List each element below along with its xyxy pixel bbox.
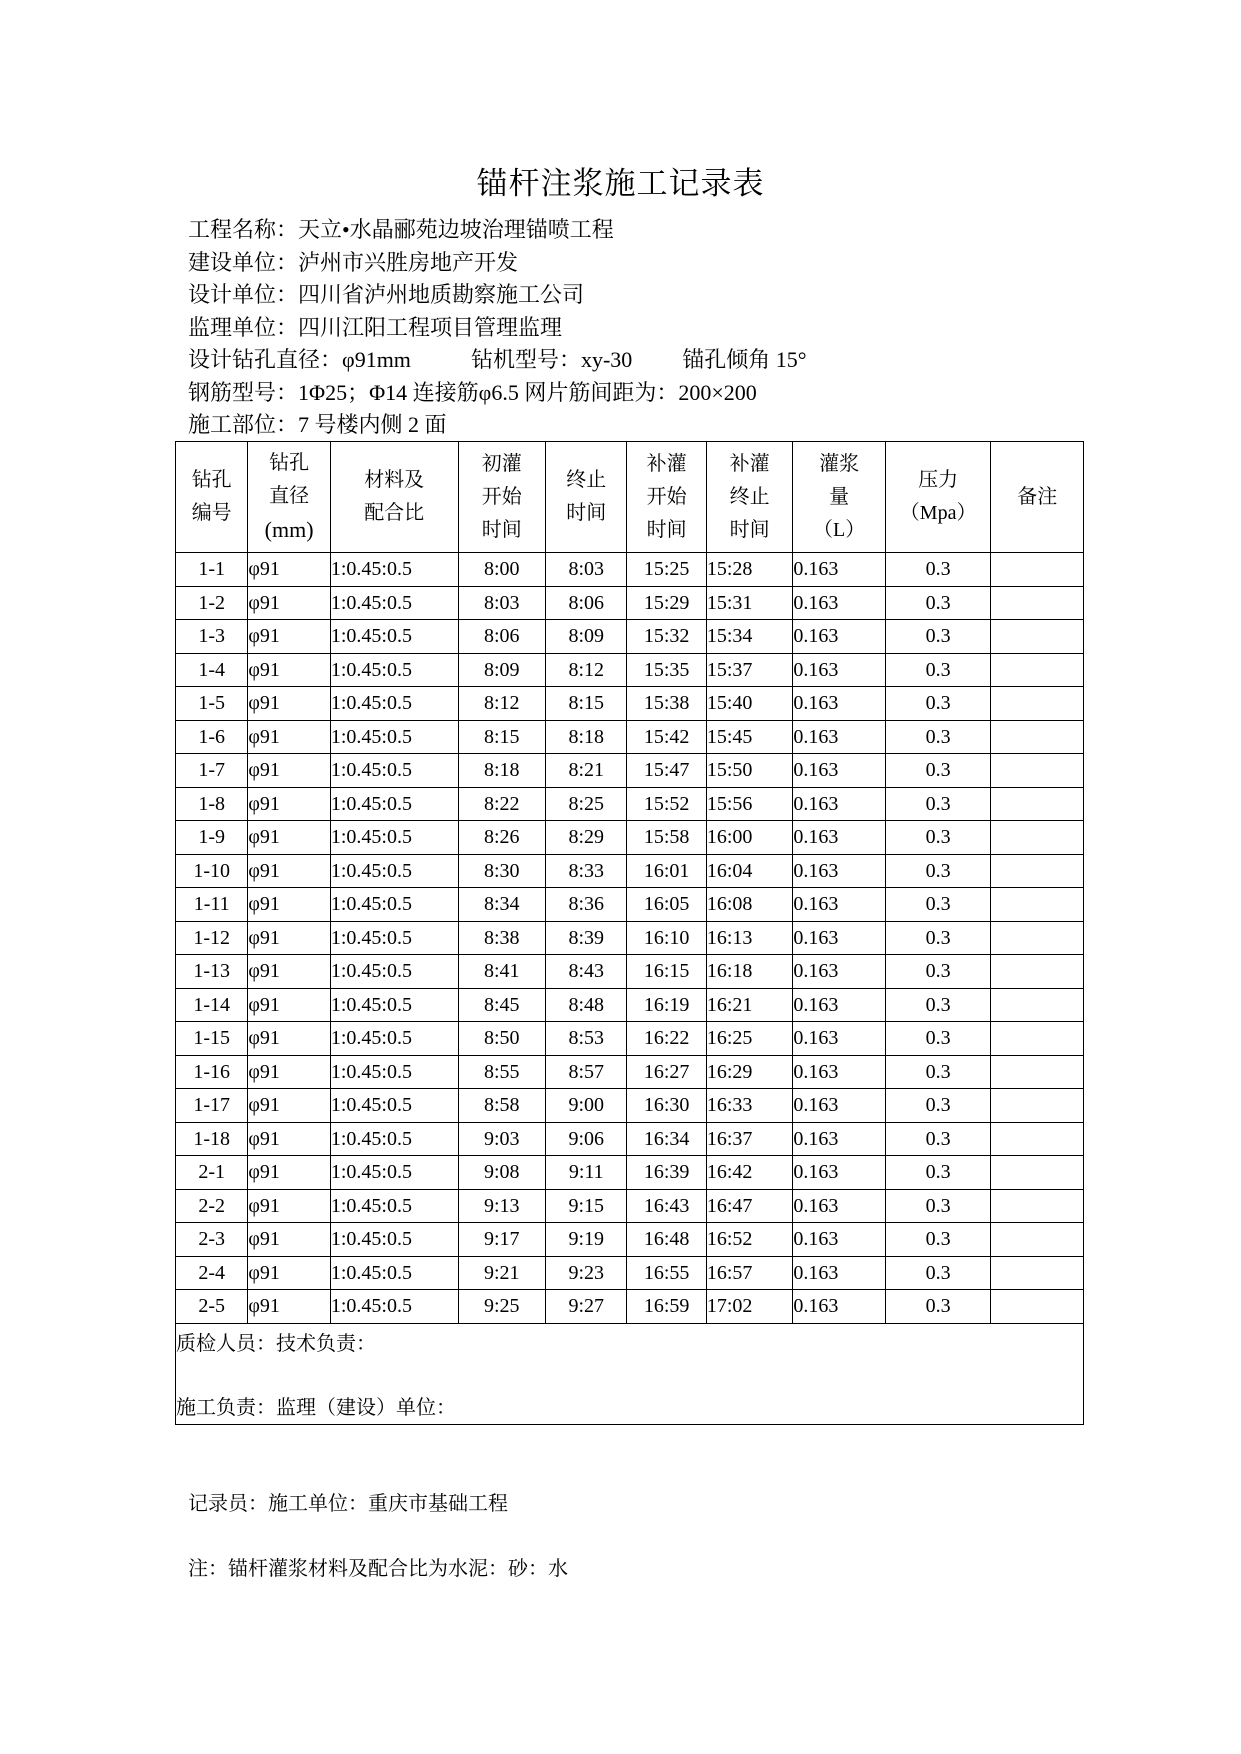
- table-body: [176, 553, 1084, 1324]
- table-row: [176, 1256, 1084, 1290]
- cell-initial-start: 9:03: [458, 1122, 545, 1156]
- cell-refill-start: 15:42: [627, 720, 706, 754]
- cell-refill-start: 15:29: [627, 586, 706, 620]
- cell-diameter: φ91: [248, 1189, 330, 1223]
- cell-pressure: 0.3: [885, 653, 991, 687]
- cell-pressure: 0.3: [885, 586, 991, 620]
- cell-remark: [991, 921, 1084, 955]
- cell-diameter: φ91: [248, 720, 330, 754]
- table-row: [176, 821, 1084, 855]
- cell-volume: 0.163: [793, 1290, 886, 1324]
- cell-pressure: 0.3: [885, 720, 991, 754]
- cell-diameter: φ91: [248, 955, 330, 989]
- cell-pressure: 0.3: [885, 1223, 991, 1257]
- cell-refill-start: 16:27: [627, 1055, 706, 1089]
- cell-diameter: φ91: [248, 921, 330, 955]
- cell-volume: 0.163: [793, 653, 886, 687]
- cell-refill-end: 15:37: [706, 653, 792, 687]
- cell-diameter: φ91: [248, 854, 330, 888]
- cell-remark: [991, 988, 1084, 1022]
- cell-refill-end: 15:45: [706, 720, 792, 754]
- table-row: [176, 988, 1084, 1022]
- cell-volume: 0.163: [793, 921, 886, 955]
- signature-line-1: 质检人员：技术负责：: [176, 1332, 376, 1355]
- table-row: [176, 854, 1084, 888]
- cell-end-time: 8:18: [546, 720, 627, 754]
- cell-refill-end: 16:37: [706, 1122, 792, 1156]
- cell-end-time: 8:06: [546, 586, 627, 620]
- cell-end-time: 9:00: [546, 1089, 627, 1123]
- cell-refill-end: 16:29: [706, 1055, 792, 1089]
- cell-hole-id: 2-4: [176, 1256, 248, 1290]
- cell-initial-start: 9:25: [458, 1290, 545, 1324]
- cell-diameter: φ91: [248, 1290, 330, 1324]
- cell-diameter: φ91: [248, 821, 330, 855]
- cell-diameter: φ91: [248, 1089, 330, 1123]
- cell-refill-end: 15:28: [706, 553, 792, 587]
- cell-material: 1:0.45:0.5: [330, 1089, 458, 1123]
- cell-hole-id: 1-14: [176, 988, 248, 1022]
- cell-volume: 0.163: [793, 1022, 886, 1056]
- cell-hole-id: 1-9: [176, 821, 248, 855]
- cell-remark: [991, 553, 1084, 587]
- cell-refill-start: 16:15: [627, 955, 706, 989]
- header-material: 材料及 配合比: [330, 442, 458, 553]
- cell-hole-id: 1-6: [176, 720, 248, 754]
- cell-material: 1:0.45:0.5: [330, 1223, 458, 1257]
- cell-end-time: 9:23: [546, 1256, 627, 1290]
- cell-initial-start: 8:18: [458, 754, 545, 788]
- cell-hole-id: 1-1: [176, 553, 248, 587]
- cell-refill-end: 15:40: [706, 687, 792, 721]
- cell-volume: 0.163: [793, 1089, 886, 1123]
- supervision-unit: 监理单位：四川江阳工程项目管理监理: [188, 314, 563, 340]
- cell-volume: 0.163: [793, 1156, 886, 1190]
- cell-initial-start: 8:55: [458, 1055, 545, 1089]
- cell-material: 1:0.45:0.5: [330, 653, 458, 687]
- cell-volume: 0.163: [793, 720, 886, 754]
- cell-initial-start: 8:09: [458, 653, 545, 687]
- cell-initial-start: 8:26: [458, 821, 545, 855]
- cell-hole-id: 1-4: [176, 653, 248, 687]
- cell-end-time: 8:39: [546, 921, 627, 955]
- cell-refill-end: 16:08: [706, 888, 792, 922]
- drill-diameter: 设计钻孔直径：φ91mm: [188, 347, 411, 372]
- cell-refill-end: 16:57: [706, 1256, 792, 1290]
- cell-end-time: 8:33: [546, 854, 627, 888]
- cell-hole-id: 1-12: [176, 921, 248, 955]
- cell-volume: 0.163: [793, 988, 886, 1022]
- cell-volume: 0.163: [793, 787, 886, 821]
- cell-refill-start: 16:48: [627, 1223, 706, 1257]
- cell-material: 1:0.45:0.5: [330, 586, 458, 620]
- cell-diameter: φ91: [248, 888, 330, 922]
- cell-refill-end: 16:04: [706, 854, 792, 888]
- table-row: [176, 955, 1084, 989]
- cell-remark: [991, 720, 1084, 754]
- cell-refill-end: 16:42: [706, 1156, 792, 1190]
- table-row: [176, 1290, 1084, 1324]
- builder-unit: 建设单位：泸州市兴胜房地产开发: [188, 249, 519, 275]
- cell-refill-start: 16:10: [627, 921, 706, 955]
- cell-diameter: φ91: [248, 553, 330, 587]
- cell-remark: [991, 1189, 1084, 1223]
- cell-hole-id: 2-5: [176, 1290, 248, 1324]
- cell-refill-start: 16:34: [627, 1122, 706, 1156]
- cell-material: 1:0.45:0.5: [330, 620, 458, 654]
- cell-hole-id: 1-7: [176, 754, 248, 788]
- project-info: [188, 214, 807, 442]
- cell-hole-id: 1-18: [176, 1122, 248, 1156]
- cell-remark: [991, 1055, 1084, 1089]
- footer-note: 注：锚杆灌浆材料及配合比为水泥：砂：水: [188, 1558, 568, 1580]
- header-end-time: 终止 时间: [546, 442, 627, 553]
- cell-refill-start: 16:39: [627, 1156, 706, 1190]
- cell-initial-start: 8:34: [458, 888, 545, 922]
- cell-hole-id: 1-17: [176, 1089, 248, 1123]
- cell-material: 1:0.45:0.5: [330, 1022, 458, 1056]
- cell-initial-start: 8:06: [458, 620, 545, 654]
- cell-remark: [991, 586, 1084, 620]
- cell-volume: 0.163: [793, 687, 886, 721]
- cell-refill-start: 16:43: [627, 1189, 706, 1223]
- cell-hole-id: 2-2: [176, 1189, 248, 1223]
- cell-hole-id: 1-3: [176, 620, 248, 654]
- cell-end-time: 9:27: [546, 1290, 627, 1324]
- cell-material: 1:0.45:0.5: [330, 720, 458, 754]
- cell-end-time: 8:57: [546, 1055, 627, 1089]
- cell-material: 1:0.45:0.5: [330, 1189, 458, 1223]
- header-hole-id: 钻孔 编号: [176, 442, 248, 553]
- header-diameter: 钻孔 直径 (mm): [248, 442, 330, 553]
- cell-pressure: 0.3: [885, 988, 991, 1022]
- cell-initial-start: 9:08: [458, 1156, 545, 1190]
- table-row: [176, 687, 1084, 721]
- table-row: [176, 921, 1084, 955]
- cell-remark: [991, 787, 1084, 821]
- cell-refill-end: 15:50: [706, 754, 792, 788]
- cell-volume: 0.163: [793, 821, 886, 855]
- cell-remark: [991, 955, 1084, 989]
- signature-row: [176, 1323, 1084, 1424]
- table-row: [176, 1189, 1084, 1223]
- cell-refill-start: 16:22: [627, 1022, 706, 1056]
- cell-refill-start: 16:55: [627, 1256, 706, 1290]
- cell-pressure: 0.3: [885, 854, 991, 888]
- cell-end-time: 8:36: [546, 888, 627, 922]
- cell-hole-id: 1-2: [176, 586, 248, 620]
- table-row: [176, 1156, 1084, 1190]
- rebar-spec: 钢筋型号：1Φ25；Φ14 连接筋φ6.5 网片筋间距为：200×200: [188, 379, 757, 405]
- cell-end-time: 8:03: [546, 553, 627, 587]
- cell-material: 1:0.45:0.5: [330, 553, 458, 587]
- cell-material: 1:0.45:0.5: [330, 787, 458, 821]
- cell-hole-id: 1-13: [176, 955, 248, 989]
- cell-diameter: φ91: [248, 1223, 330, 1257]
- cell-refill-start: 15:25: [627, 553, 706, 587]
- cell-hole-id: 1-16: [176, 1055, 248, 1089]
- cell-diameter: φ91: [248, 1122, 330, 1156]
- cell-refill-start: 15:32: [627, 620, 706, 654]
- cell-pressure: 0.3: [885, 921, 991, 955]
- cell-volume: 0.163: [793, 553, 886, 587]
- project-name: 工程名称：天立•水晶郦苑边坡治理锚喷工程: [188, 217, 614, 242]
- table-row: [176, 1122, 1084, 1156]
- cell-refill-end: 16:18: [706, 955, 792, 989]
- cell-diameter: φ91: [248, 1022, 330, 1056]
- cell-refill-start: 15:58: [627, 821, 706, 855]
- table-row: [176, 1055, 1084, 1089]
- cell-initial-start: 8:03: [458, 586, 545, 620]
- design-unit: 设计单位：四川省泸州地质勘察施工公司: [188, 282, 585, 307]
- cell-diameter: φ91: [248, 586, 330, 620]
- cell-end-time: 8:25: [546, 787, 627, 821]
- cell-refill-start: 15:35: [627, 653, 706, 687]
- cell-initial-start: 8:22: [458, 787, 545, 821]
- cell-pressure: 0.3: [885, 787, 991, 821]
- cell-refill-end: 16:25: [706, 1022, 792, 1056]
- cell-refill-start: 15:38: [627, 687, 706, 721]
- cell-refill-start: 15:52: [627, 787, 706, 821]
- cell-material: 1:0.45:0.5: [330, 1156, 458, 1190]
- cell-end-time: 8:09: [546, 620, 627, 654]
- table-row: [176, 787, 1084, 821]
- cell-refill-end: 16:00: [706, 821, 792, 855]
- cell-pressure: 0.3: [885, 955, 991, 989]
- cell-pressure: 0.3: [885, 754, 991, 788]
- cell-end-time: 8:15: [546, 687, 627, 721]
- cell-material: 1:0.45:0.5: [330, 687, 458, 721]
- cell-material: 1:0.45:0.5: [330, 754, 458, 788]
- cell-hole-id: 2-1: [176, 1156, 248, 1190]
- cell-refill-end: 16:33: [706, 1089, 792, 1123]
- cell-remark: [991, 1089, 1084, 1123]
- cell-remark: [991, 1156, 1084, 1190]
- signature-cell: [176, 1323, 1084, 1424]
- cell-remark: [991, 1223, 1084, 1257]
- cell-initial-start: 8:12: [458, 687, 545, 721]
- cell-hole-id: 2-3: [176, 1223, 248, 1257]
- cell-diameter: φ91: [248, 988, 330, 1022]
- cell-diameter: φ91: [248, 687, 330, 721]
- table-row: [176, 553, 1084, 587]
- cell-remark: [991, 620, 1084, 654]
- header-refill-start: 补灌 开始 时间: [627, 442, 706, 553]
- cell-remark: [991, 1290, 1084, 1324]
- header-refill-end: 补灌 终止 时间: [706, 442, 792, 553]
- table-header-row: [176, 442, 1084, 553]
- cell-refill-end: 17:02: [706, 1290, 792, 1324]
- drill-specs: [188, 344, 807, 377]
- header-volume: 灌浆 量 （L）: [793, 442, 886, 553]
- cell-material: 1:0.45:0.5: [330, 955, 458, 989]
- cell-pressure: 0.3: [885, 1122, 991, 1156]
- cell-volume: 0.163: [793, 1223, 886, 1257]
- cell-remark: [991, 687, 1084, 721]
- header-pressure: 压力 （Mpa）: [885, 442, 991, 553]
- cell-volume: 0.163: [793, 1122, 886, 1156]
- cell-refill-start: 16:59: [627, 1290, 706, 1324]
- cell-volume: 0.163: [793, 888, 886, 922]
- cell-volume: 0.163: [793, 754, 886, 788]
- cell-pressure: 0.3: [885, 687, 991, 721]
- cell-diameter: φ91: [248, 653, 330, 687]
- cell-refill-end: 16:21: [706, 988, 792, 1022]
- cell-material: 1:0.45:0.5: [330, 988, 458, 1022]
- cell-end-time: 8:21: [546, 754, 627, 788]
- cell-refill-start: 16:30: [627, 1089, 706, 1123]
- cell-refill-end: 15:34: [706, 620, 792, 654]
- cell-volume: 0.163: [793, 1055, 886, 1089]
- cell-pressure: 0.3: [885, 553, 991, 587]
- cell-remark: [991, 1122, 1084, 1156]
- cell-pressure: 0.3: [885, 821, 991, 855]
- cell-initial-start: 8:30: [458, 854, 545, 888]
- page-title: 锚杆注浆施工记录表: [476, 166, 765, 201]
- cell-initial-start: 8:00: [458, 553, 545, 587]
- cell-material: 1:0.45:0.5: [330, 854, 458, 888]
- cell-end-time: 9:06: [546, 1122, 627, 1156]
- cell-remark: [991, 1256, 1084, 1290]
- cell-remark: [991, 754, 1084, 788]
- table-row: [176, 754, 1084, 788]
- cell-end-time: 9:15: [546, 1189, 627, 1223]
- signature-line-2: 施工负责：监理（建设）单位：: [176, 1396, 456, 1419]
- cell-material: 1:0.45:0.5: [330, 1290, 458, 1324]
- cell-material: 1:0.45:0.5: [330, 1055, 458, 1089]
- table-row: [176, 620, 1084, 654]
- table-row: [176, 1022, 1084, 1056]
- cell-refill-end: 16:47: [706, 1189, 792, 1223]
- header-remark: 备注: [991, 442, 1084, 553]
- cell-diameter: φ91: [248, 1156, 330, 1190]
- table-row: [176, 1223, 1084, 1257]
- cell-pressure: 0.3: [885, 1022, 991, 1056]
- table-row: [176, 888, 1084, 922]
- cell-initial-start: 8:41: [458, 955, 545, 989]
- cell-end-time: 8:43: [546, 955, 627, 989]
- cell-pressure: 0.3: [885, 1089, 991, 1123]
- cell-volume: 0.163: [793, 1189, 886, 1223]
- cell-refill-end: 15:31: [706, 586, 792, 620]
- cell-end-time: 8:53: [546, 1022, 627, 1056]
- cell-initial-start: 8:50: [458, 1022, 545, 1056]
- cell-material: 1:0.45:0.5: [330, 1256, 458, 1290]
- cell-material: 1:0.45:0.5: [330, 921, 458, 955]
- table-row: [176, 586, 1084, 620]
- cell-refill-start: 16:05: [627, 888, 706, 922]
- cell-remark: [991, 653, 1084, 687]
- cell-material: 1:0.45:0.5: [330, 1122, 458, 1156]
- cell-material: 1:0.45:0.5: [330, 888, 458, 922]
- drill-angle: 锚孔倾角 15°: [682, 347, 807, 372]
- cell-volume: 0.163: [793, 1256, 886, 1290]
- grouting-record-table: [175, 441, 1084, 1425]
- table-row: [176, 720, 1084, 754]
- cell-initial-start: 9:17: [458, 1223, 545, 1257]
- cell-initial-start: 9:21: [458, 1256, 545, 1290]
- cell-hole-id: 1-15: [176, 1022, 248, 1056]
- cell-initial-start: 8:58: [458, 1089, 545, 1123]
- cell-pressure: 0.3: [885, 1156, 991, 1190]
- header-initial-start: 初灌 开始 时间: [458, 442, 545, 553]
- cell-refill-start: 15:47: [627, 754, 706, 788]
- cell-hole-id: 1-11: [176, 888, 248, 922]
- table-row: [176, 653, 1084, 687]
- cell-initial-start: 8:15: [458, 720, 545, 754]
- cell-initial-start: 8:45: [458, 988, 545, 1022]
- cell-refill-end: 16:13: [706, 921, 792, 955]
- footer-recorder: 记录员：施工单位：重庆市基础工程: [188, 1493, 508, 1515]
- cell-hole-id: 1-8: [176, 787, 248, 821]
- cell-material: 1:0.45:0.5: [330, 821, 458, 855]
- cell-end-time: 8:29: [546, 821, 627, 855]
- cell-end-time: 8:48: [546, 988, 627, 1022]
- cell-remark: [991, 854, 1084, 888]
- cell-remark: [991, 821, 1084, 855]
- cell-end-time: 8:12: [546, 653, 627, 687]
- cell-end-time: 9:11: [546, 1156, 627, 1190]
- cell-volume: 0.163: [793, 854, 886, 888]
- cell-pressure: 0.3: [885, 620, 991, 654]
- cell-pressure: 0.3: [885, 1055, 991, 1089]
- cell-pressure: 0.3: [885, 1189, 991, 1223]
- cell-initial-start: 9:13: [458, 1189, 545, 1223]
- cell-pressure: 0.3: [885, 1256, 991, 1290]
- cell-volume: 0.163: [793, 620, 886, 654]
- cell-hole-id: 1-5: [176, 687, 248, 721]
- table-row: [176, 1089, 1084, 1123]
- cell-end-time: 9:19: [546, 1223, 627, 1257]
- cell-diameter: φ91: [248, 1055, 330, 1089]
- cell-refill-end: 15:56: [706, 787, 792, 821]
- cell-refill-start: 16:01: [627, 854, 706, 888]
- cell-refill-end: 16:52: [706, 1223, 792, 1257]
- cell-diameter: φ91: [248, 1256, 330, 1290]
- cell-remark: [991, 1022, 1084, 1056]
- cell-diameter: φ91: [248, 620, 330, 654]
- cell-initial-start: 8:38: [458, 921, 545, 955]
- cell-diameter: φ91: [248, 754, 330, 788]
- cell-remark: [991, 888, 1084, 922]
- cell-volume: 0.163: [793, 955, 886, 989]
- cell-volume: 0.163: [793, 586, 886, 620]
- cell-refill-start: 16:19: [627, 988, 706, 1022]
- cell-pressure: 0.3: [885, 1290, 991, 1324]
- cell-diameter: φ91: [248, 787, 330, 821]
- construction-location: 施工部位：7 号楼内侧 2 面: [188, 412, 447, 437]
- drill-model: 钻机型号：xy-30: [470, 347, 633, 372]
- cell-pressure: 0.3: [885, 888, 991, 922]
- cell-hole-id: 1-10: [176, 854, 248, 888]
